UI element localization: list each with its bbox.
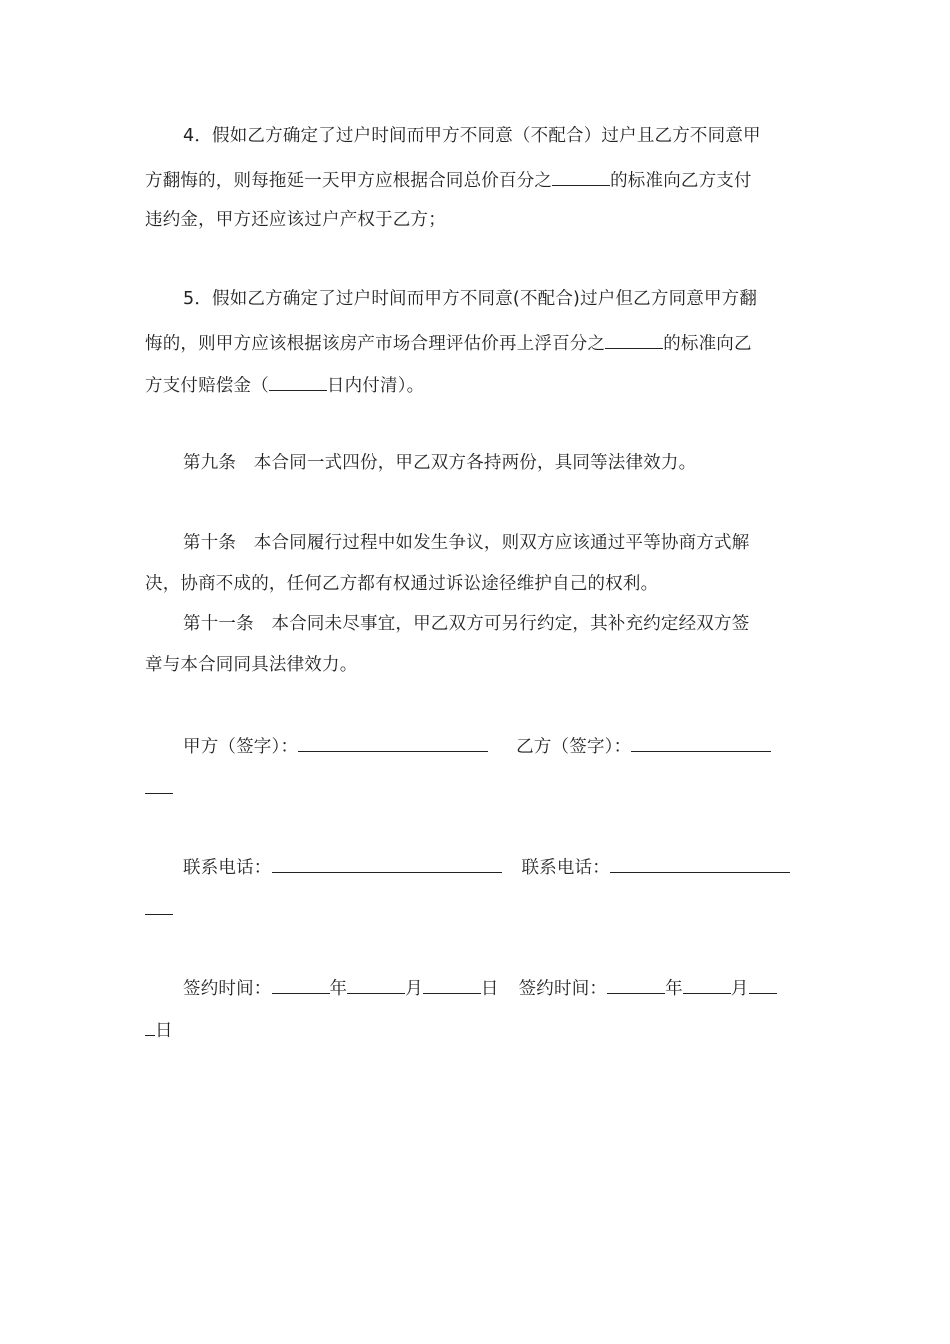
percentage-blank	[552, 166, 610, 186]
clause-4-line-2-post: 的标准向乙方支付	[610, 171, 752, 191]
clause-5-line-1: 5．假如乙方确定了过户时间而甲方不同意(不配合)过户但乙方同意甲方翻	[183, 289, 758, 309]
signature-row-wrap	[145, 774, 173, 801]
clause-5-line-3	[145, 371, 424, 398]
party-b-year-field[interactable]	[607, 974, 665, 994]
days-blank	[269, 371, 327, 391]
date-row	[183, 974, 777, 1001]
party-a-day-field[interactable]	[423, 974, 481, 994]
party-a-phone-field[interactable]	[272, 853, 502, 873]
party-a-signature-label: 甲方（签字）：	[183, 737, 299, 757]
article-11-line-1: 第十一条 本合同未尽事宜，甲乙双方可另行约定，其补充约定经双方签	[183, 614, 750, 634]
clause-5-line-3-post: 日内付清）。	[326, 376, 425, 396]
party-b-month-field[interactable]	[683, 974, 731, 994]
party-a-year-field[interactable]	[272, 974, 330, 994]
phone-row	[183, 853, 790, 880]
date-row-wrap	[145, 1016, 173, 1043]
day-label: 日	[155, 1021, 173, 1041]
article-10-line-1: 第十条 本合同履行过程中如发生争议，则双方应该通过平等协商方式解	[183, 533, 750, 553]
party-b-signature-label: 乙方（签字）：	[516, 737, 632, 757]
party-b-day-field-continued[interactable]	[145, 1016, 155, 1036]
year-label: 年	[329, 979, 348, 999]
article-11-line-2: 章与本合同同具法律效力。	[145, 655, 358, 675]
clause-5-line-2	[145, 329, 752, 356]
year-label: 年	[665, 979, 683, 999]
clause-4-line-3: 违约金，甲方还应该过户产权于乙方；	[145, 210, 446, 230]
party-b-date-label: 签约时间：	[518, 979, 608, 999]
article-9: 第九条 本合同一式四份，甲乙双方各持两份，具同等法律效力。	[183, 453, 697, 473]
party-b-phone-label: 联系电话：	[521, 858, 610, 878]
party-a-date-label: 签约时间：	[183, 979, 272, 999]
party-b-signature-field-continued[interactable]	[145, 774, 173, 794]
clause-5-line-3-pre: 方支付赔偿金（	[145, 376, 269, 396]
party-a-signature-field[interactable]	[298, 732, 488, 752]
clause-4-line-2	[145, 166, 752, 193]
party-b-phone-field[interactable]	[610, 853, 790, 873]
signature-row	[183, 732, 771, 759]
clause-5-line-2-post: 的标准向乙	[663, 334, 752, 354]
percentage-blank	[605, 329, 663, 349]
party-a-phone-label: 联系电话：	[183, 858, 272, 878]
party-b-phone-field-continued[interactable]	[145, 895, 173, 915]
day-label: 日	[480, 979, 499, 999]
party-b-signature-field[interactable]	[631, 732, 771, 752]
clause-4-line-1: 4．假如乙方确定了过户时间而甲方不同意（不配合）过户且乙方不同意甲	[183, 126, 761, 146]
party-b-day-field[interactable]	[749, 974, 777, 994]
phone-row-wrap	[145, 895, 173, 922]
article-10-line-2: 决，协商不成的，任何乙方都有权通过诉讼途径维护自己的权利。	[145, 574, 659, 594]
clause-5-line-2-pre: 悔的，则甲方应该根据该房产市场合理评估价再上浮百分之	[145, 334, 606, 354]
month-label: 月	[730, 979, 749, 999]
clause-4-line-2-pre: 方翻悔的，则每拖延一天甲方应根据合同总价百分之	[145, 171, 553, 191]
party-a-month-field[interactable]	[347, 974, 405, 994]
month-label: 月	[405, 979, 423, 999]
